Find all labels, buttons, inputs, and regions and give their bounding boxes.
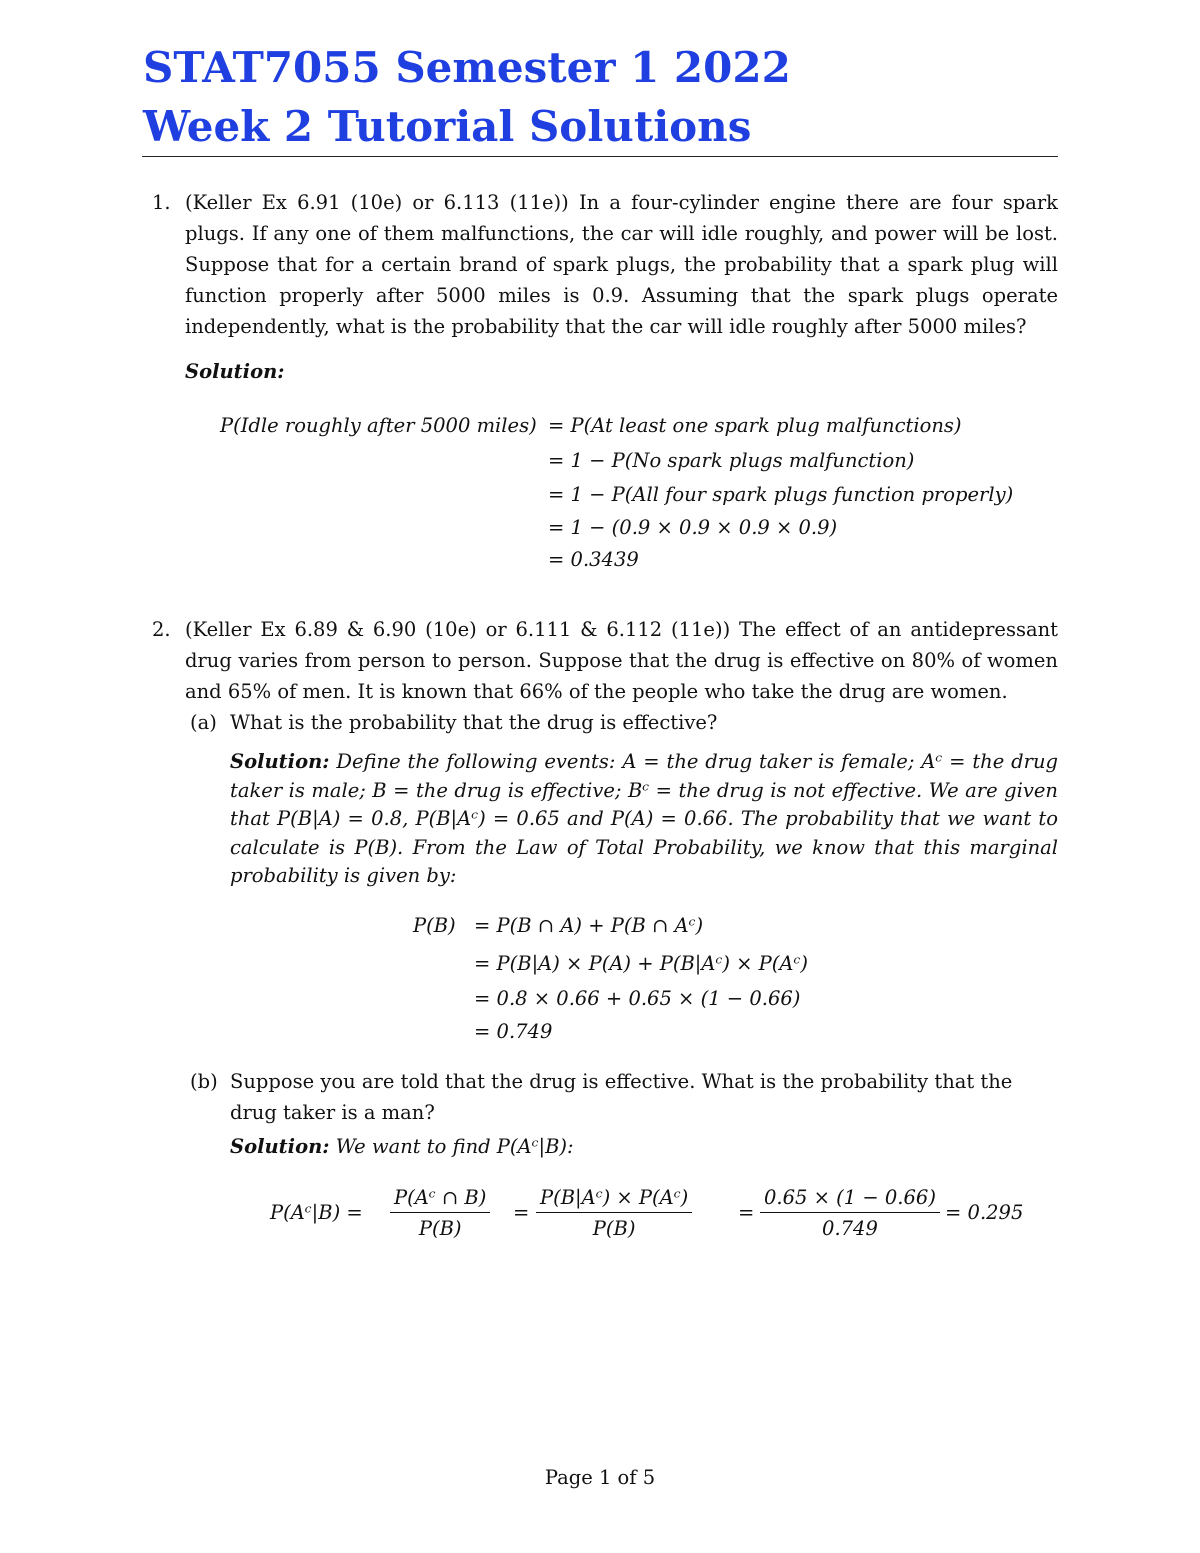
q2b-equals-sign: = [513,1201,530,1224]
q1-equation-line: = P(At least one spark plug malfunctions) [548,414,962,437]
title-divider [142,156,1058,157]
document-subtitle: Week 2 Tutorial Solutions [143,102,752,151]
question-2a-text: What is the probability that the drug is effective? [230,711,718,734]
question-2a-solution-label: Solution: [230,750,330,773]
question-2-text: (Keller Ex 6.89 & 6.90 (10e) or 6.111 & 6.112 (11e)) The effect of an antidepressant drug varies from person to person. Suppose that the drug is effective on 80% of women and 65% of men. It is known that 66% of the people who take the drug are women. [185,618,1058,703]
q2b-fraction-2-numerator: P(B|Aᶜ) × P(Aᶜ) [536,1186,692,1213]
q1-equation-lhs: P(Idle roughly after 5000 miles) [220,414,537,437]
document-title: STAT7055 Semester 1 2022 [143,43,791,92]
q1-equation-line: = 1 − P(All four spark plugs function properly) [548,483,1014,506]
q2b-equation-result: = 0.295 [945,1201,1024,1224]
q2b-equation-lhs: P(Aᶜ|B) = [270,1201,363,1224]
q2a-equation-line: = P(B|A) × P(A) + P(B|Aᶜ) × P(Aᶜ) [474,952,808,975]
q1-equation-line: = 0.3439 [548,548,639,571]
question-2b-solution [230,1133,1058,1162]
q2a-equation-line: = P(B ∩ A) + P(B ∩ Aᶜ) [474,914,704,937]
q2b-fraction-3-denominator: 0.749 [822,1217,878,1240]
q2b-fraction-3-numerator: 0.65 × (1 − 0.66) [760,1186,940,1213]
question-2b-text: Suppose you are told that the drug is effective. What is the probability that the drug taker is a man? [230,1070,1013,1124]
page-number: Page 1 of 5 [544,1466,656,1489]
question-2b-solution-text: We want to find P(Aᶜ|B): [335,1135,574,1158]
question-2-number: 2. [152,618,171,641]
question-2a-solution-text: Define the following events: A = the drug taker is female; Aᶜ = the drug taker is male; B = the drug is effective; Bᶜ = the drug is not effective. We are given that P(B|A) = 0.8, P(B|Aᶜ) = 0.65 and P(A) = 0.66. The probability that we want to calculate is P(B). From the Law of Total Probability, we know that this marginal probability is given by: [230,750,1058,887]
q2a-equation-lhs: P(B) [413,914,456,937]
q2a-equation-line: = 0.8 × 0.66 + 0.65 × (1 − 0.66) [474,987,801,1010]
q2b-fraction-1-denominator: P(B) [418,1217,462,1240]
q2b-fraction-1-numerator: P(Aᶜ ∩ B) [390,1186,490,1213]
q2b-fraction-1 [390,1186,490,1240]
question-1-solution-label: Solution: [185,360,285,383]
q1-equation-line: = 1 − (0.9 × 0.9 × 0.9 × 0.9) [548,516,838,539]
q1-equation-line: = 1 − P(No spark plugs malfunction) [548,449,915,472]
q2b-equals-sign: = [738,1201,755,1224]
question-2a-solution [230,748,1058,891]
question-2b-solution-label: Solution: [230,1135,330,1158]
q2b-fraction-3 [760,1186,940,1240]
q2b-fraction-2-denominator: P(B) [592,1217,636,1240]
question-1-text: (Keller Ex 6.91 (10e) or 6.113 (11e)) In a four-cylinder engine there are four spark plugs. If any one of them malfunctions, the car will idle roughly, and power will be lost. Suppose that for a certain brand of spark plugs, the probability that a spark plug will function properly after 5000 miles is 0.9. Assuming that the spark plugs operate independently, what is the probability that the car will idle roughly after 5000 miles? [185,191,1058,338]
q2a-equation-line: = 0.749 [474,1020,553,1043]
question-2b-label: (b) [190,1070,218,1093]
question-1-number: 1. [152,191,171,214]
question-2a-label: (a) [190,711,217,734]
q2b-fraction-2 [536,1186,692,1240]
